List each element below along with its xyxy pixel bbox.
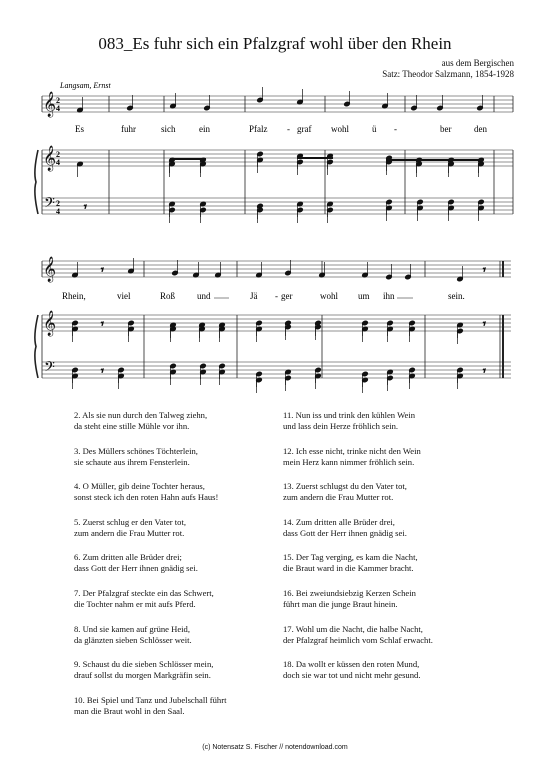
verse-line: 3. Des Müllers schönes Töchterlein, <box>74 445 198 456</box>
lyric-syllable: wohl <box>331 124 349 134</box>
eighth-rest-icon: 𝄾 <box>101 265 104 276</box>
verse <box>283 624 433 646</box>
verse-line: der Pfalzgraf heimlich vom Schlaf erwacht. <box>283 634 433 645</box>
origin-note: aus dem Bergischen <box>441 58 514 68</box>
verse <box>74 517 226 539</box>
verse-line: da glänzten sieben Schlösser weit. <box>74 634 192 645</box>
time-sig-bottom: 4 <box>56 104 60 113</box>
lyric-syllable: ü <box>372 124 377 134</box>
lyric-syllable: Pfalz <box>249 124 268 134</box>
lyric-syllable: fuhr <box>121 124 136 134</box>
lyric-syllable: graf <box>297 124 312 134</box>
copyright-footer: (c) Notensatz S. Fischer // notendownload.com <box>202 744 348 751</box>
verse-column-right <box>283 410 433 695</box>
lyric-syllable: ihn <box>383 291 395 301</box>
verse-line: 4. O Müller, gib deine Tochter heraus, <box>74 481 205 492</box>
verse-line: mein Herz kann nimmer fröhlich sein. <box>283 456 415 467</box>
lyric-syllable: den <box>474 124 487 134</box>
time-sig-top: 2 <box>56 150 60 159</box>
verse-line: sie schaute aus ihrem Fensterlein. <box>74 456 190 467</box>
lyric-syllable: viel <box>117 291 131 301</box>
verse <box>74 659 226 681</box>
treble-clef-icon: 𝄞 <box>43 311 57 336</box>
bass-clef-icon: 𝄢 <box>44 359 55 379</box>
verse-line: 11. Nun iss und trink den kühlen Wein <box>283 410 416 420</box>
treble-clef-icon: 𝄞 <box>43 257 57 282</box>
verse-line: drauf sollst du morgen Markgräfin sein. <box>74 670 211 681</box>
verse-line: die Tochter nahm er mit aufs Pferd. <box>74 598 196 609</box>
verse <box>74 410 226 432</box>
verse-line: man die Braut wohl in den Saal. <box>74 705 185 716</box>
time-sig-bottom: 4 <box>56 158 60 167</box>
lyric-syllable: - <box>394 124 397 134</box>
verse-line: 8. Und sie kamen auf grüne Heid, <box>74 623 190 634</box>
time-sig-bottom: 4 <box>56 207 60 216</box>
verse <box>74 695 226 717</box>
eighth-rest-icon: 𝄾 <box>483 319 486 330</box>
lyric-syllable: Jä <box>250 291 258 301</box>
verse-line: 18. Da wollt er küssen den roten Mund, <box>283 659 420 670</box>
verse-line: 17. Wohl um die Nacht, die halbe Nacht, <box>283 623 423 634</box>
verse <box>74 481 226 503</box>
verse <box>74 624 226 646</box>
verse <box>283 481 433 503</box>
bass-clef-icon: 𝄢 <box>44 195 55 215</box>
verse-line: 9. Schaust du die sieben Schlösser mein, <box>74 659 214 670</box>
verse-line: die Braut ward in die Kammer bracht. <box>283 563 414 574</box>
arrangement-credit: Satz: Theodor Salzmann, 1854-1928 <box>382 69 514 79</box>
verse-line: 12. Ich esse nicht, trinke nicht den Wein <box>283 445 421 456</box>
eighth-rest-icon: 𝄾 <box>101 319 104 330</box>
lyric-syllable: ber <box>440 124 452 134</box>
verse-line: zum andern die Frau Mutter rot. <box>283 492 394 503</box>
verse-line: 7. Der Pfalzgraf steckte ein das Schwert, <box>74 587 214 598</box>
eighth-rest-icon: 𝄾 <box>483 265 486 276</box>
lyric-syllable: - <box>287 124 290 134</box>
verse <box>283 410 433 432</box>
verse-line: doch sie war tot und nicht mehr gesund. <box>283 670 421 681</box>
lyric-syllable: ein <box>199 124 210 134</box>
lyric-syllable: - <box>275 291 278 301</box>
verse <box>283 552 433 574</box>
lyric-syllable: Es <box>75 124 84 134</box>
verse-line: 16. Bei zweiundsiebzig Kerzen Schein <box>283 587 416 598</box>
verse-line: 10. Bei Spiel und Tanz und Jubelschall führt <box>74 694 227 705</box>
time-sig-top: 2 <box>56 199 60 208</box>
eighth-rest-icon: 𝄾 <box>101 366 104 377</box>
verse <box>283 446 433 468</box>
verse-line: 6. Zum dritten alle Brüder drei; <box>74 552 182 563</box>
eighth-rest-icon: 𝄾 <box>84 202 87 213</box>
verse-line: 15. Der Tag verging, es kam die Nacht, <box>283 552 418 563</box>
time-sig-top: 2 <box>56 96 60 105</box>
lyric-syllable: sein. <box>448 291 465 301</box>
lyric-syllable: um <box>358 291 370 301</box>
verse <box>74 552 226 574</box>
lyric-syllable: sich <box>161 124 176 134</box>
verse <box>283 659 433 681</box>
verse <box>283 588 433 610</box>
treble-clef-icon: 𝄞 <box>43 92 57 117</box>
verse-line: sonst steck ich den roten Hahn aufs Haus! <box>74 492 219 503</box>
lyric-syllable: und <box>197 291 211 301</box>
verse-line: zum andern die Frau Mutter rot. <box>74 527 185 538</box>
lyric-syllable: Rhein, <box>62 291 86 301</box>
lyric-syllable: Roß <box>160 291 176 301</box>
lyric-syllable: ger <box>281 291 293 301</box>
verse-line: 5. Zuerst schlug er den Vater tot, <box>74 516 187 527</box>
verse-column-left <box>74 410 226 730</box>
piano-brace <box>35 150 38 214</box>
verse <box>283 517 433 539</box>
page-title: 083_Es fuhr sich ein Pfalzgraf wohl über den Rhein <box>98 34 452 53</box>
verse <box>74 446 226 468</box>
treble-clef-icon: 𝄞 <box>43 146 57 171</box>
verse-line: da steht eine stille Mühle vor ihn. <box>74 421 190 431</box>
tempo-marking: Langsam, Ernst <box>60 81 111 90</box>
verse-line: dass Gott der Herr ihnen gnädig sei. <box>74 563 198 574</box>
verse-line: dass Gott der Herr ihnen gnädig sei. <box>283 527 407 538</box>
verse <box>74 588 226 610</box>
verse-line: 13. Zuerst schlugst du den Vater tot, <box>283 481 407 492</box>
verse-line: 14. Zum dritten alle Brüder drei, <box>283 516 395 527</box>
lyric-syllable: wohl <box>320 291 338 301</box>
verse-line: führt man die junge Braut hinein. <box>283 598 398 609</box>
verse-line: und lass dein Herze fröhlich sein. <box>283 421 399 431</box>
eighth-rest-icon: 𝄾 <box>483 366 486 377</box>
verse-line: 2. Als sie nun durch den Talweg ziehn, <box>74 410 208 420</box>
piano-brace <box>35 315 38 378</box>
